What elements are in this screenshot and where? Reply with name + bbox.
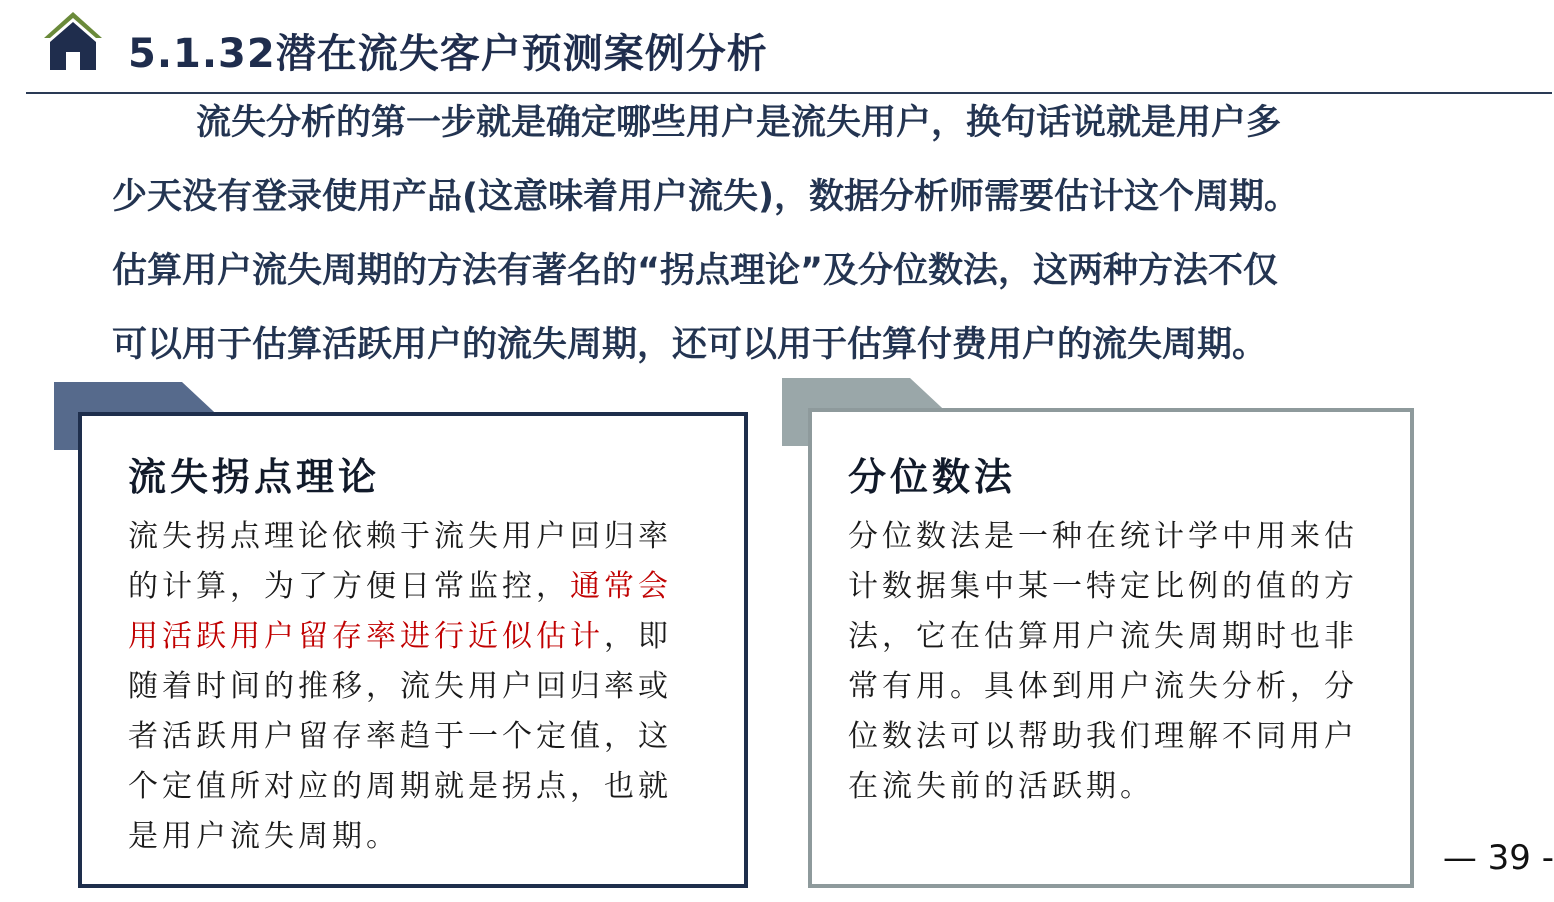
page-title: 5.1.32潜在流失客户预测案例分析 <box>128 31 768 77</box>
card-body <box>128 512 672 862</box>
card-line: 是用户流失周期。 <box>128 819 400 854</box>
intro-paragraph <box>112 86 1502 382</box>
card-line: 在流失前的活跃期。 <box>848 769 1154 804</box>
card-title: 分位数法 <box>848 455 1017 499</box>
card-line: 者活跃用户留存率趋于一个定值，这 <box>128 719 672 754</box>
card-line: 分位数法是一种在统计学中用来估 <box>848 519 1358 554</box>
card-text: 的计算，为了方便日常监控， <box>128 569 570 604</box>
intro-line: 估算用户流失周期的方法有著名的“拐点理论”及分位数法，这两种方法不仅 <box>112 251 1279 291</box>
card-line <box>128 612 672 662</box>
card-line: 随着时间的推移，流失用户回归率或 <box>128 669 672 704</box>
intro-line: 可以用于估算活跃用户的流失周期，还可以用于估算付费用户的流失周期。 <box>112 325 1268 365</box>
highlight-text: 通常会 <box>570 569 672 604</box>
page-number: — 39 - <box>1442 838 1554 878</box>
highlight-text: 用活跃用户留存率进行近似估计 <box>128 619 604 654</box>
card-line: 个定值所对应的周期就是拐点，也就 <box>128 769 672 804</box>
intro-line: 流失分析的第一步就是确定哪些用户是流失用户，换句话说就是用户多 <box>196 103 1282 143</box>
card-text: ，即 <box>604 619 672 654</box>
card-line <box>128 562 672 612</box>
card-line: 常有用。具体到用户流失分析，分 <box>848 669 1358 704</box>
card-body <box>848 512 1358 812</box>
card-line: 计数据集中某一特定比例的值的方 <box>848 569 1358 604</box>
card-line: 位数法可以帮助我们理解不同用户 <box>848 719 1358 754</box>
quantile-method-card <box>808 408 1414 888</box>
house-logo-icon <box>40 8 106 74</box>
card-line: 流失拐点理论依赖于流失用户回归率 <box>128 519 672 554</box>
card-line: 法，它在估算用户流失周期时也非 <box>848 619 1358 654</box>
inflection-theory-card <box>78 412 748 888</box>
intro-line: 少天没有登录使用产品(这意味着用户流失)，数据分析师需要估计这个周期。 <box>112 177 1299 217</box>
card-title: 流失拐点理论 <box>128 455 381 499</box>
